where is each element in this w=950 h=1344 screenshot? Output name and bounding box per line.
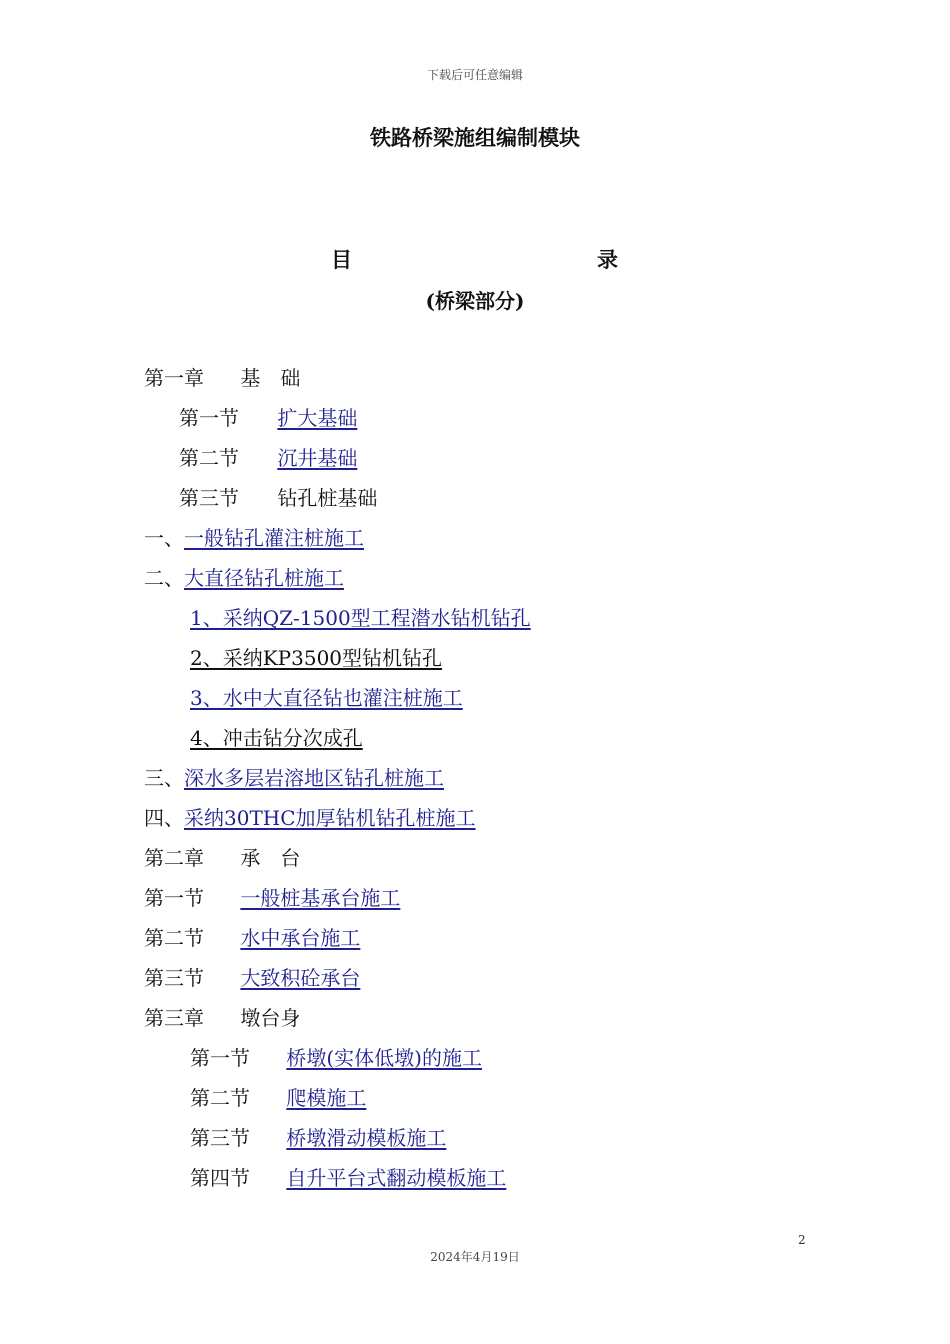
section-number: 第一节 bbox=[190, 1046, 250, 1070]
toc-item bbox=[144, 805, 476, 831]
section-number: 第四节 bbox=[190, 1166, 250, 1190]
section-number: 第三节 bbox=[144, 966, 204, 990]
toc-section bbox=[179, 445, 357, 471]
toc-item bbox=[144, 565, 344, 591]
toc-link[interactable]: 采纳30THC加厚钻机钻孔桩施工 bbox=[184, 806, 476, 830]
section-number: 第三节 bbox=[190, 1126, 250, 1150]
item-number: 四、 bbox=[144, 806, 184, 830]
toc-item bbox=[144, 525, 364, 551]
section-title: 钻孔桩基础 bbox=[277, 486, 378, 510]
section-number: 第二节 bbox=[190, 1086, 250, 1110]
toc-subtitle: (桥梁部分) bbox=[425, 289, 525, 313]
toc-section bbox=[144, 925, 360, 951]
toc-link[interactable]: 自升平台式翻动模板施工 bbox=[286, 1166, 507, 1190]
toc-chapter-2 bbox=[144, 845, 300, 871]
toc-subitem bbox=[190, 605, 531, 631]
page-footer-date: 2024年4月19日 bbox=[430, 1250, 520, 1264]
section-number: 第三节 bbox=[179, 486, 239, 510]
toc-chapter-1 bbox=[144, 365, 300, 391]
chapter-number: 第一章 bbox=[144, 366, 204, 390]
toc-heading-right: 录 bbox=[597, 247, 618, 272]
chapter-title: 墩台身 bbox=[240, 1006, 301, 1030]
toc-link[interactable]: 4、冲击钻分次成孔 bbox=[190, 726, 363, 750]
toc-item bbox=[144, 765, 444, 791]
toc-subitem bbox=[190, 645, 442, 671]
toc-link[interactable]: 扩大基础 bbox=[277, 406, 358, 430]
chapter-number: 第二章 bbox=[144, 846, 204, 870]
item-number: 二、 bbox=[144, 566, 184, 590]
toc-subitem bbox=[190, 685, 463, 711]
section-number: 第一节 bbox=[179, 406, 239, 430]
toc-section bbox=[179, 485, 377, 511]
toc-section bbox=[190, 1165, 506, 1191]
toc-link[interactable]: 一般钻孔灌注桩施工 bbox=[184, 526, 364, 550]
chapter-number: 第三章 bbox=[144, 1006, 204, 1030]
document-title: 铁路桥梁施组编制模块 bbox=[370, 125, 580, 150]
section-number: 第二节 bbox=[179, 446, 239, 470]
page-number: 2 bbox=[798, 1233, 806, 1247]
toc-subitem bbox=[190, 725, 363, 751]
toc-link[interactable]: 大直径钻孔桩施工 bbox=[184, 566, 344, 590]
toc-link[interactable]: 水中承台施工 bbox=[240, 926, 361, 950]
toc-link[interactable]: 2、采纳KP3500型钻机钻孔 bbox=[190, 646, 443, 670]
toc-section bbox=[190, 1085, 366, 1111]
toc-section bbox=[144, 885, 400, 911]
toc-section bbox=[179, 405, 357, 431]
toc-link[interactable]: 1、采纳QZ-1500型工程潜水钻机钻孔 bbox=[190, 606, 531, 630]
item-number: 三、 bbox=[144, 766, 184, 790]
item-number: 一、 bbox=[144, 526, 184, 550]
toc-link[interactable]: 大致积砼承台 bbox=[240, 966, 361, 990]
toc-section bbox=[144, 965, 360, 991]
section-number: 第二节 bbox=[144, 926, 204, 950]
toc-section bbox=[190, 1125, 446, 1151]
toc-link[interactable]: 桥墩滑动模板施工 bbox=[286, 1126, 447, 1150]
toc-link[interactable]: 深水多层岩溶地区钻孔桩施工 bbox=[184, 766, 444, 790]
section-number: 第一节 bbox=[144, 886, 204, 910]
toc-section bbox=[190, 1045, 482, 1071]
toc-link[interactable]: 3、水中大直径钻也灌注桩施工 bbox=[190, 686, 463, 710]
chapter-title: 基 础 bbox=[240, 366, 301, 390]
toc-link[interactable]: 桥墩(实体低墩)的施工 bbox=[286, 1046, 482, 1070]
toc-link[interactable]: 一般桩基承台施工 bbox=[240, 886, 401, 910]
page-header: 下载后可任意编辑 bbox=[426, 68, 523, 82]
toc-link[interactable]: 爬模施工 bbox=[286, 1086, 367, 1110]
toc-heading-left: 目 bbox=[331, 247, 352, 272]
chapter-title: 承 台 bbox=[240, 846, 301, 870]
toc-chapter-3 bbox=[144, 1005, 300, 1031]
toc-link[interactable]: 沉井基础 bbox=[277, 446, 358, 470]
